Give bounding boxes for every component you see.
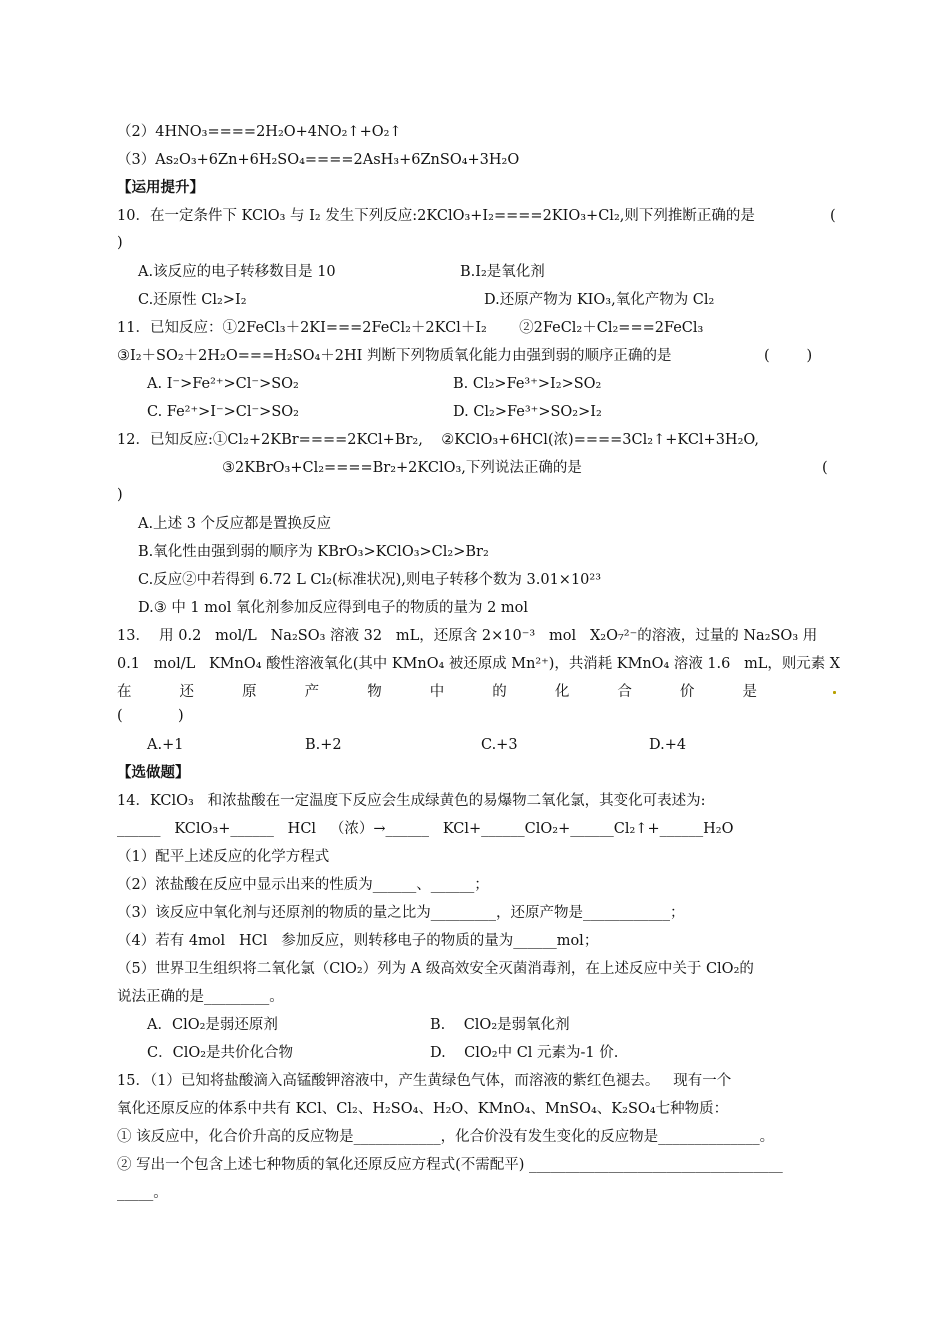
question-14-part-2: （2）浓盐酸在反应中显示出来的性质为______、______； (117, 877, 489, 893)
question-12-option-d: D.③ 中 1 mol 氧化剂参加反应得到电子的物质的量为 2 mol (138, 600, 529, 616)
question-12-option-b: B.氧化性由强到弱的顺序为 KBrO₃>KClO₃>Cl₂>Br₂ (138, 544, 489, 560)
question-13-option-d: D.+4 (649, 737, 687, 753)
question-10-option-d: D.还原产物为 KIO₃,氧化产物为 Cl₂ (484, 292, 715, 308)
q13-word: 还 (179, 684, 195, 700)
q13-word: 物 (367, 684, 382, 700)
question-12-answer-paren-close: ) (117, 487, 123, 503)
question-12-option-a: A.上述 3 个反应都是置换反应 (138, 516, 332, 532)
question-11-stem: 11．已知反应：①2FeCl₃＋2KI===2FeCl₂＋2KCl＋I₂ ②2FeCl₂＋Cl₂===2FeCl₃ (117, 320, 704, 336)
question-12-answer-paren-open: ( (822, 460, 828, 476)
q13-word: 化 (554, 684, 570, 700)
q13-word: 是 (742, 684, 757, 700)
question-14-equation: ______ KClO₃+______ HCl （浓）→______ KCl+______ClO₂+______Cl₂↑+______H₂O (117, 821, 734, 837)
q13-word: 中 (429, 684, 445, 700)
question-11-option-b: B. Cl₂>Fe³⁺>I₂>SO₂ (453, 376, 602, 392)
question-10-stem: 10．在一定条件下 KClO₃ 与 I₂ 发生下列反应:2KClO₃+I₂====2KIO₃+Cl₂,则下列推断正确的是 (117, 208, 755, 224)
question-13-stem-line-3 (117, 682, 757, 702)
question-14-part-3: （3）该反应中氧化剂与还原剂的物质的量之比为_________，还原产物是____________； (117, 905, 685, 921)
question-11-option-a: A. I⁻>Fe²⁺>Cl⁻>SO₂ (147, 376, 299, 392)
question-14-stem: 14．KClO₃ 和浓盐酸在一定温度下反应会生成绿黄色的易爆物二氧化氯，其变化可表述为: (117, 793, 706, 809)
question-13-option-b: B.+2 (305, 737, 342, 753)
question-10-answer-paren-close: ) (117, 235, 123, 251)
equation-line-2: （2）4HNO₃====2H₂O+4NO₂↑+O₂↑ (117, 124, 402, 140)
section-heading-application: 【运用提升】 (117, 180, 204, 196)
q13-word: 的 (492, 684, 507, 700)
question-14-part-4: （4）若有 4mol HCl 参加反应，则转移电子的物质的量为______mol； (117, 933, 599, 949)
question-12-option-c: C.反应②中若得到 6.72 L Cl₂(标准状况),则电子转移个数为 3.01×10²³ (138, 572, 602, 588)
question-15-stem-line-2: 氧化还原反应的体系中共有 KCl、Cl₂、H₂SO₄、H₂O、KMnO₄、MnSO₄、K₂SO₄七种物质： (117, 1101, 729, 1117)
q13-word: 原 (242, 684, 257, 700)
question-15-part-2: ② 写出一个包含上述七种物质的氧化还原反应方程式(不需配平) ___________________________________ (117, 1157, 783, 1173)
q13-word: 价 (679, 684, 695, 700)
question-13-option-a: A.+1 (147, 737, 184, 753)
question-15-part-1: ① 该反应中，化合价升高的反应物是____________，化合价没有发生变化的反应物是______________。 (117, 1129, 775, 1145)
question-10-option-a: A.该反应的电子转移数目是 10 (138, 264, 336, 280)
q13-word: 在 (117, 684, 132, 700)
question-13-option-c: C.+3 (481, 737, 518, 753)
question-11-answer-paren: ( ) (764, 348, 813, 364)
q13-word: 产 (304, 684, 320, 700)
equation-line-3: （3）As₂O₃+6Zn+6H₂SO₄====2AsH₃+6ZnSO₄+3H₂O (117, 152, 520, 168)
question-15-stem: 15．（1）已知将盐酸滴入高锰酸钾溶液中，产生黄绿色气体，而溶液的紫红色褪去。 现有一个 (117, 1073, 732, 1089)
question-13-answer-paren: ( ) (117, 708, 184, 724)
question-13-stem: 13． 用 0.2 mol/L Na₂SO₃ 溶液 32 mL，还原含 2×10⁻³ mol X₂O₇²⁻的溶液，过量的 Na₂SO₃ 用 (117, 628, 818, 644)
question-13-stem-line-2: 0.1 mol/L KMnO₄ 酸性溶液氧化(其中 KMnO₄ 被还原成 Mn²⁺)，共消耗 KMnO₄ 溶液 1.6 mL，则元素 X (117, 656, 841, 672)
stray-dot-mark (833, 691, 836, 694)
question-10-option-c: C.还原性 Cl₂>I₂ (138, 292, 247, 308)
question-15-part-2-line-2: _____。 (117, 1185, 168, 1201)
question-14-option-b: B. ClO₂是弱氧化剂 (430, 1017, 570, 1033)
question-14-part-5-line-2: 说法正确的是_________。 (117, 989, 284, 1005)
question-12-stem: 12．已知反应:①Cl₂+2KBr====2KCl+Br₂, ②KClO₃+6HCl(浓)====3Cl₂↑+KCl+3H₂O, (117, 432, 760, 448)
question-11-stem-line-2: ③I₂＋SO₂＋2H₂O===H₂SO₄＋2HI 判断下列物质氧化能力由强到弱的顺序正确的是 (117, 348, 672, 364)
question-12-stem-line-2: ③2KBrO₃+Cl₂====Br₂+2KClO₃,下列说法正确的是 (222, 460, 582, 476)
question-11-option-d: D. Cl₂>Fe³⁺>SO₂>I₂ (453, 404, 602, 420)
question-14-option-c: C．ClO₂是共价化合物 (147, 1045, 294, 1061)
section-heading-optional: 【选做题】 (117, 765, 190, 781)
q13-word: 合 (617, 684, 632, 700)
question-14-option-d: D. ClO₂中 Cl 元素为-1 价. (430, 1045, 619, 1061)
question-10-option-b: B.I₂是氧化剂 (460, 264, 545, 280)
question-10-answer-paren-open: ( (830, 208, 836, 224)
question-14-part-5: （5）世界卫生组织将二氧化氯（ClO₂）列为 A 级高效安全灭菌消毒剂，在上述反应中关于 ClO₂的 (117, 961, 754, 977)
question-11-option-c: C. Fe²⁺>I⁻>Cl⁻>SO₂ (147, 404, 299, 420)
question-14-option-a: A．ClO₂是弱还原剂 (147, 1017, 278, 1033)
question-14-part-1: （1）配平上述反应的化学方程式 (117, 849, 330, 865)
